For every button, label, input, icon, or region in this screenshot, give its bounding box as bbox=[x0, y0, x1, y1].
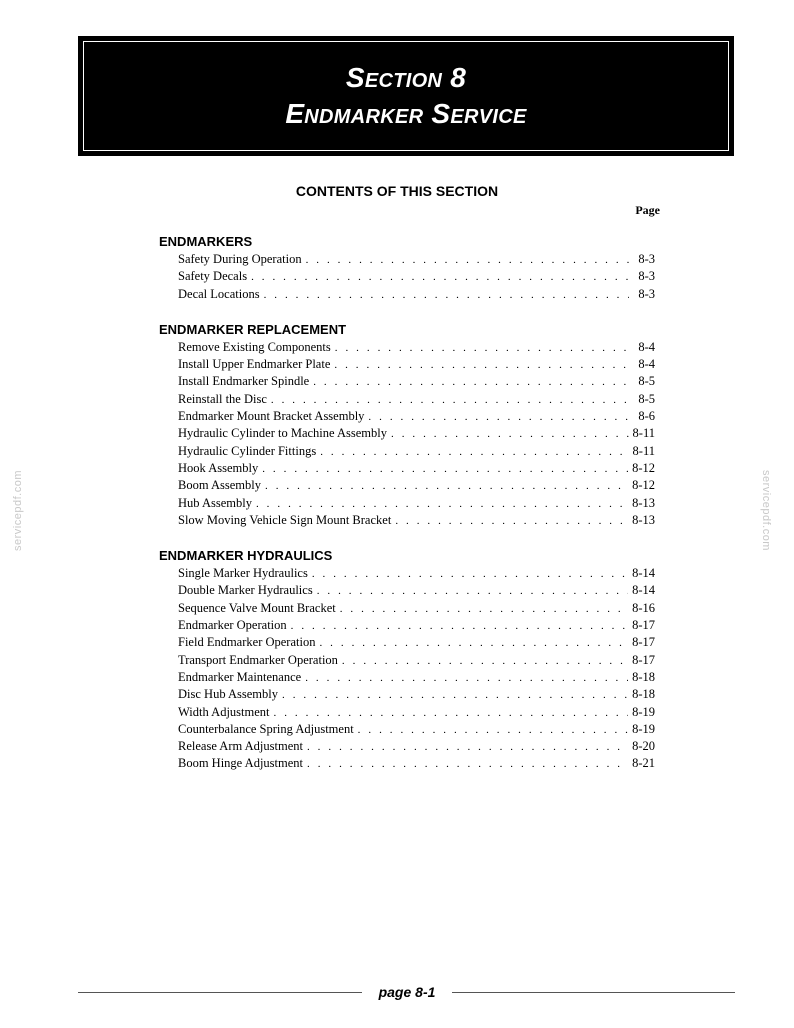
toc-entry[interactable] bbox=[159, 512, 655, 529]
toc-entry-title: Slow Moving Vehicle Sign Mount Bracket bbox=[178, 512, 392, 527]
toc-entry-page: 8-3 bbox=[638, 252, 655, 266]
toc-entry-page: 8-3 bbox=[638, 286, 655, 301]
dot-leader bbox=[262, 461, 628, 477]
toc-entry-page: 8-21 bbox=[632, 756, 655, 771]
toc-section bbox=[159, 548, 655, 773]
toc-entry[interactable] bbox=[159, 356, 655, 373]
section-header-banner bbox=[78, 36, 734, 156]
toc-entry-title: Hook Assembly bbox=[178, 460, 259, 475]
toc-entry-title: Reinstall the Disc bbox=[178, 391, 267, 406]
section-name-title: Endmarker Service bbox=[285, 98, 527, 129]
toc-entry[interactable] bbox=[159, 443, 655, 460]
toc-entry[interactable] bbox=[159, 477, 655, 494]
toc-entry-page: 8-18 bbox=[632, 687, 655, 702]
dot-leader bbox=[307, 756, 628, 772]
dot-leader bbox=[256, 496, 628, 512]
dot-leader bbox=[335, 340, 629, 356]
footer-rule-right bbox=[452, 992, 735, 993]
toc-entry[interactable] bbox=[159, 755, 655, 772]
dot-leader bbox=[307, 739, 628, 755]
page-column-label: Page bbox=[635, 203, 660, 217]
toc-entry[interactable] bbox=[159, 686, 655, 703]
toc-entry-page: 8-16 bbox=[632, 600, 655, 615]
toc-entry[interactable] bbox=[159, 495, 655, 512]
toc-entry[interactable] bbox=[159, 268, 655, 285]
toc-entry-page: 8-20 bbox=[632, 739, 655, 754]
dot-leader bbox=[317, 583, 628, 599]
dot-leader bbox=[334, 357, 629, 373]
toc-entry-page: 8-13 bbox=[632, 512, 655, 527]
toc-entry-title: Double Marker Hydraulics bbox=[178, 583, 313, 598]
toc-entry[interactable] bbox=[159, 408, 655, 425]
dot-leader bbox=[291, 618, 628, 634]
toc-entry-title: Field Endmarker Operation bbox=[178, 635, 316, 650]
toc-entry-page: 8-12 bbox=[632, 460, 655, 475]
toc-entry[interactable] bbox=[159, 704, 655, 721]
toc-entry-page: 8-5 bbox=[638, 374, 655, 389]
footer-rule-left bbox=[78, 992, 362, 993]
toc-entry-page: 8-14 bbox=[632, 583, 655, 598]
toc-entry[interactable] bbox=[159, 721, 655, 738]
dot-leader bbox=[251, 269, 629, 285]
toc-entry[interactable] bbox=[159, 669, 655, 686]
dot-leader bbox=[282, 687, 628, 703]
toc-entry[interactable] bbox=[159, 738, 655, 755]
toc-entry-page: 8-19 bbox=[632, 721, 655, 736]
dot-leader bbox=[391, 426, 629, 442]
toc-section-heading: ENDMARKER HYDRAULICS bbox=[159, 548, 333, 564]
toc-entry-page: 8-5 bbox=[638, 391, 655, 406]
toc-entry-title: Safety Decals bbox=[178, 269, 248, 284]
section-number-title: Section 8 bbox=[345, 62, 467, 93]
toc-entry[interactable] bbox=[159, 425, 655, 442]
dot-leader bbox=[264, 287, 629, 303]
toc-entry[interactable] bbox=[159, 251, 655, 268]
toc-entry-page: 8-6 bbox=[638, 409, 655, 424]
toc-entry[interactable] bbox=[159, 652, 655, 669]
toc-entry[interactable] bbox=[159, 286, 655, 303]
toc-entry[interactable] bbox=[159, 565, 655, 582]
toc-entry-page: 8-4 bbox=[638, 339, 655, 354]
toc-entry[interactable] bbox=[159, 339, 655, 356]
dot-leader bbox=[306, 252, 629, 268]
dot-leader bbox=[319, 635, 628, 651]
toc-entry-title: Endmarker Mount Bracket Assembly bbox=[178, 409, 365, 424]
toc-entry-title: Hub Assembly bbox=[178, 495, 252, 510]
toc-entry[interactable] bbox=[159, 600, 655, 617]
toc-entry-page: 8-17 bbox=[632, 652, 655, 667]
toc-section bbox=[159, 322, 655, 529]
watermark-left: servicepdf.com bbox=[12, 470, 24, 551]
toc-entry[interactable] bbox=[159, 617, 655, 634]
footer-page-number: page 8-1 bbox=[378, 984, 436, 1000]
toc-entry-title: Transport Endmarker Operation bbox=[178, 652, 338, 667]
watermark-right: servicepdf.com bbox=[760, 470, 772, 551]
toc-entry-title: Boom Assembly bbox=[178, 478, 261, 493]
toc-entry-page: 8-12 bbox=[632, 478, 655, 493]
dot-leader bbox=[265, 478, 628, 494]
toc-entry-title: Safety During Operation bbox=[178, 252, 302, 266]
toc-entry-page: 8-13 bbox=[632, 495, 655, 510]
toc-entry-title: Install Endmarker Spindle bbox=[178, 374, 310, 389]
toc-entry-page: 8-14 bbox=[632, 566, 655, 581]
toc-entry-title: Hydraulic Cylinder Fittings bbox=[178, 443, 317, 458]
toc-entry-title: Disc Hub Assembly bbox=[178, 687, 278, 702]
toc-entry-page: 8-17 bbox=[632, 635, 655, 650]
toc-entry-page: 8-11 bbox=[632, 443, 655, 458]
toc-entry-page: 8-19 bbox=[632, 704, 655, 719]
toc-entry[interactable] bbox=[159, 634, 655, 651]
toc-entry-title: Sequence Valve Mount Bracket bbox=[178, 600, 336, 615]
toc-entry-title: Endmarker Maintenance bbox=[178, 669, 302, 684]
toc-section-heading: ENDMARKERS bbox=[159, 234, 253, 249]
toc-entry-title: Counterbalance Spring Adjustment bbox=[178, 721, 354, 736]
toc-entry-title: Decal Locations bbox=[178, 286, 260, 301]
toc-entry-page: 8-3 bbox=[638, 269, 655, 284]
dot-leader bbox=[358, 722, 628, 738]
toc-entry-title: Boom Hinge Adjustment bbox=[178, 756, 303, 771]
toc-entry[interactable] bbox=[159, 373, 655, 390]
toc-entry-page: 8-4 bbox=[638, 357, 655, 372]
dot-leader bbox=[313, 374, 629, 390]
dot-leader bbox=[342, 653, 628, 669]
toc-entry-title: Install Upper Endmarker Plate bbox=[178, 357, 331, 372]
toc-entry-title: Single Marker Hydraulics bbox=[178, 566, 308, 581]
toc-section-heading: ENDMARKER REPLACEMENT bbox=[159, 321, 347, 337]
toc-entry[interactable] bbox=[159, 460, 655, 477]
toc-entry-title: Release Arm Adjustment bbox=[178, 739, 303, 754]
toc-entry-title: Remove Existing Components bbox=[178, 339, 331, 354]
dot-leader bbox=[320, 444, 628, 460]
toc-entry-title: Hydraulic Cylinder to Machine Assembly bbox=[178, 426, 387, 441]
dot-leader bbox=[368, 409, 629, 425]
dot-leader bbox=[340, 601, 628, 617]
contents-heading: CONTENTS OF THIS SECTION bbox=[295, 183, 499, 199]
dot-leader bbox=[271, 392, 629, 408]
toc-entry[interactable] bbox=[159, 582, 655, 599]
toc-entry-page: 8-17 bbox=[632, 618, 655, 633]
toc-section bbox=[159, 234, 655, 303]
dot-leader bbox=[312, 566, 628, 582]
toc-entry-page: 8-18 bbox=[632, 669, 655, 684]
toc-entry[interactable] bbox=[159, 391, 655, 408]
toc-entry-title: Width Adjustment bbox=[178, 704, 270, 719]
table-of-contents bbox=[159, 234, 655, 792]
toc-entry-page: 8-11 bbox=[632, 426, 655, 441]
dot-leader bbox=[274, 705, 629, 721]
dot-leader bbox=[395, 513, 628, 529]
toc-entry-title: Endmarker Operation bbox=[178, 618, 287, 633]
dot-leader bbox=[305, 670, 628, 686]
